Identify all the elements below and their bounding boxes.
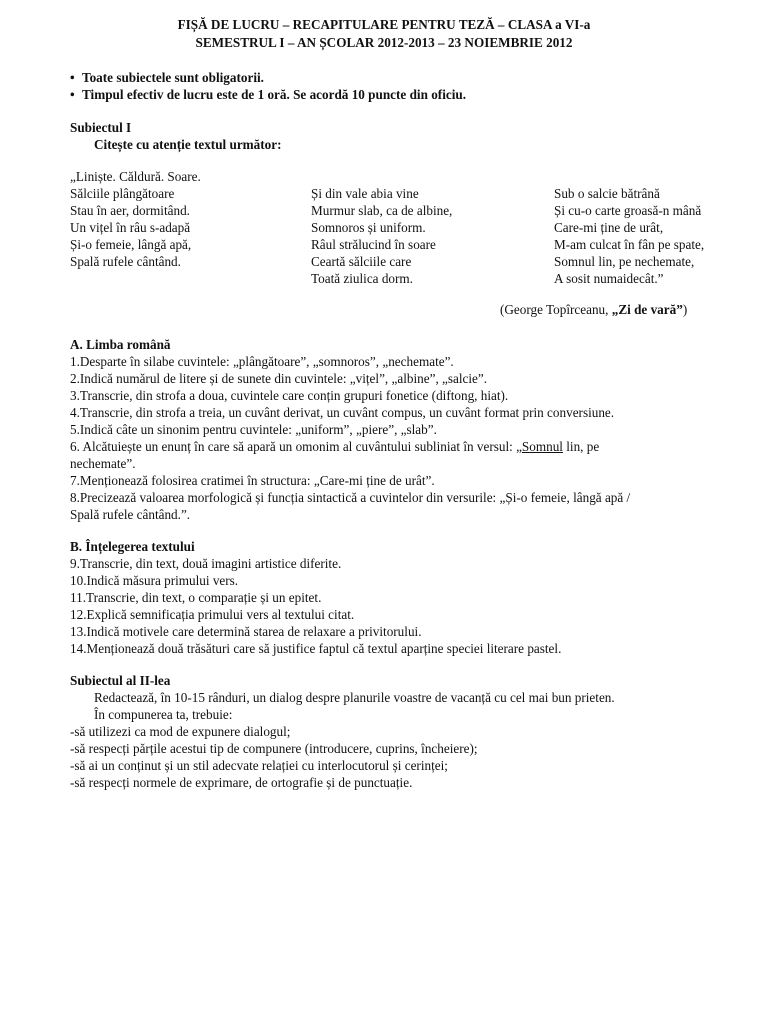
section-b-title: B. Înțelegerea textului — [70, 539, 195, 554]
exercise-item: 1.Desparte în silabe cuvintele: „plângătoare”, „somnoros”, „nechemate”. — [70, 354, 454, 369]
poem-line: Somnul lin, pe nechemate, — [554, 254, 695, 269]
poem-line: A sosit numaidecât.” — [554, 271, 664, 286]
section-a-title: A. Limba română — [70, 337, 171, 352]
subject-2-intro: Redactează, în 10-15 rânduri, un dialog despre planurile voastre de vacanță cu cel mai bun prieten. — [94, 690, 615, 705]
poem-column-1 — [70, 168, 201, 270]
poem-line: Somnoros și uniform. — [311, 220, 426, 235]
bullet-icon: • — [70, 87, 75, 102]
poem-line: Și-o femeie, lângă apă, — [70, 237, 192, 252]
source-author: (George Topîrceanu, — [500, 302, 612, 317]
subject-2 — [70, 672, 740, 791]
poem-line: Spală rufele cântând. — [70, 254, 181, 269]
source-title: „Zi de vară” — [611, 302, 683, 317]
exercise-item: 5.Indică câte un sinonim pentru cuvintele: „uniform”, „piere”, „slab”. — [70, 422, 437, 437]
poem-line: Sub o salcie bătrână — [554, 186, 660, 201]
subject-1-instruction: Citește cu atenție textul următor: — [94, 137, 282, 152]
exercise-item-continuation: nechemate”. — [70, 456, 136, 471]
exercise-item: 14.Menționează două trăsături care să justifice faptul că textul aparține speciei literare pastel. — [70, 641, 562, 656]
subject-1-heading — [70, 119, 740, 153]
poem-line: „Liniște. Căldură. Soare. — [70, 169, 201, 184]
requirement-item: -să utilizezi ca mod de expunere dialogul; — [70, 724, 291, 739]
poem-line: Și cu-o carte groasă-n mână — [554, 203, 702, 218]
exercise-item: 12.Explică semnificația primului vers al textului citat. — [70, 607, 355, 622]
subject-2-requirements-label: În compunerea ta, trebuie: — [94, 707, 233, 722]
poem-line: Care-mi ține de urât, — [554, 220, 664, 235]
exercise-item: 2.Indică numărul de litere și de sunete din cuvintele: „vițel”, „albine”, „salcie”. — [70, 371, 488, 386]
section-a — [70, 336, 740, 523]
poem-line: Ceartă sălciile care — [311, 254, 412, 269]
section-b — [70, 538, 740, 657]
rule-text: Timpul efectiv de lucru este de 1 oră. Se acordă 10 puncte din oficiu. — [82, 87, 467, 102]
exercise-item — [70, 438, 740, 455]
poem-line: M-am culcat în fân pe spate, — [554, 237, 705, 252]
poem-line: Râul strălucind în soare — [311, 237, 436, 252]
document-header — [0, 16, 768, 52]
rule-text: Toate subiectele sunt obligatorii. — [82, 70, 264, 85]
header-line-1: FIȘĂ DE LUCRU – RECAPITULARE PENTRU TEZĂ – CLASA a VI-a — [177, 17, 591, 32]
exercise-text: 6. Alcătuiește un enunț în care să apară un omonim al cuvântului subliniat în versul: „ — [70, 439, 522, 454]
requirement-item: -să ai un conținut și un stil adecvate relației cu interlocutorul și cerinței; — [70, 758, 448, 773]
poem-column-3 — [554, 185, 704, 287]
exercise-text: lin, pe — [562, 439, 600, 454]
rule-item — [70, 86, 740, 103]
exercise-item: 9.Transcrie, din text, două imagini artistice diferite. — [70, 556, 342, 571]
exercise-item: 10.Indică măsura primului vers. — [70, 573, 239, 588]
poem-line: Un vițel în râu s-adapă — [70, 220, 191, 235]
source-close: ) — [682, 302, 688, 317]
exercise-item: 7.Menționează folosirea cratimei în structura: „Care-mi ține de urât”. — [70, 473, 435, 488]
exercise-item: 11.Transcrie, din text, o comparație și un epitet. — [70, 590, 322, 605]
bullet-icon: • — [70, 70, 75, 85]
exercise-item-continuation: Spală rufele cântând.”. — [70, 507, 191, 522]
subject-2-title: Subiectul al II-lea — [70, 673, 171, 688]
rules-list — [70, 69, 740, 103]
poem-source — [500, 301, 687, 318]
rule-item — [70, 69, 740, 86]
requirement-item: -să respecți normele de exprimare, de ortografie și de punctuație. — [70, 775, 413, 790]
poem — [70, 168, 750, 288]
requirement-item: -să respecți părțile acestui tip de compunere (introducere, cuprins, încheiere); — [70, 741, 478, 756]
poem-line: Stau în aer, dormitând. — [70, 203, 190, 218]
poem-line: Și din vale abia vine — [311, 186, 419, 201]
poem-column-2 — [311, 185, 452, 287]
exercise-item: 4.Transcrie, din strofa a treia, un cuvânt derivat, un cuvânt compus, un cuvânt format prin conversiune. — [70, 405, 615, 420]
header-line-2: SEMESTRUL I – AN ȘCOLAR 2012-2013 – 23 NOIEMBRIE 2012 — [195, 35, 573, 50]
exercise-item: 13.Indică motivele care determină starea de relaxare a privitorului. — [70, 624, 422, 639]
poem-line: Murmur slab, ca de albine, — [311, 203, 453, 218]
underlined-word: Somnul — [521, 439, 563, 454]
poem-line: Sălciile plângătoare — [70, 186, 175, 201]
exercise-item: 3.Transcrie, din strofa a doua, cuvintele care conțin grupuri fonetice (diftong, hiat). — [70, 388, 509, 403]
poem-line: Toată ziulica dorm. — [311, 271, 413, 286]
exercise-item: 8.Precizează valoarea morfologică și funcția sintactică a cuvintelor din versurile: „Și-o femeie, lângă apă / — [70, 490, 631, 505]
subject-1-title: Subiectul I — [70, 120, 132, 135]
